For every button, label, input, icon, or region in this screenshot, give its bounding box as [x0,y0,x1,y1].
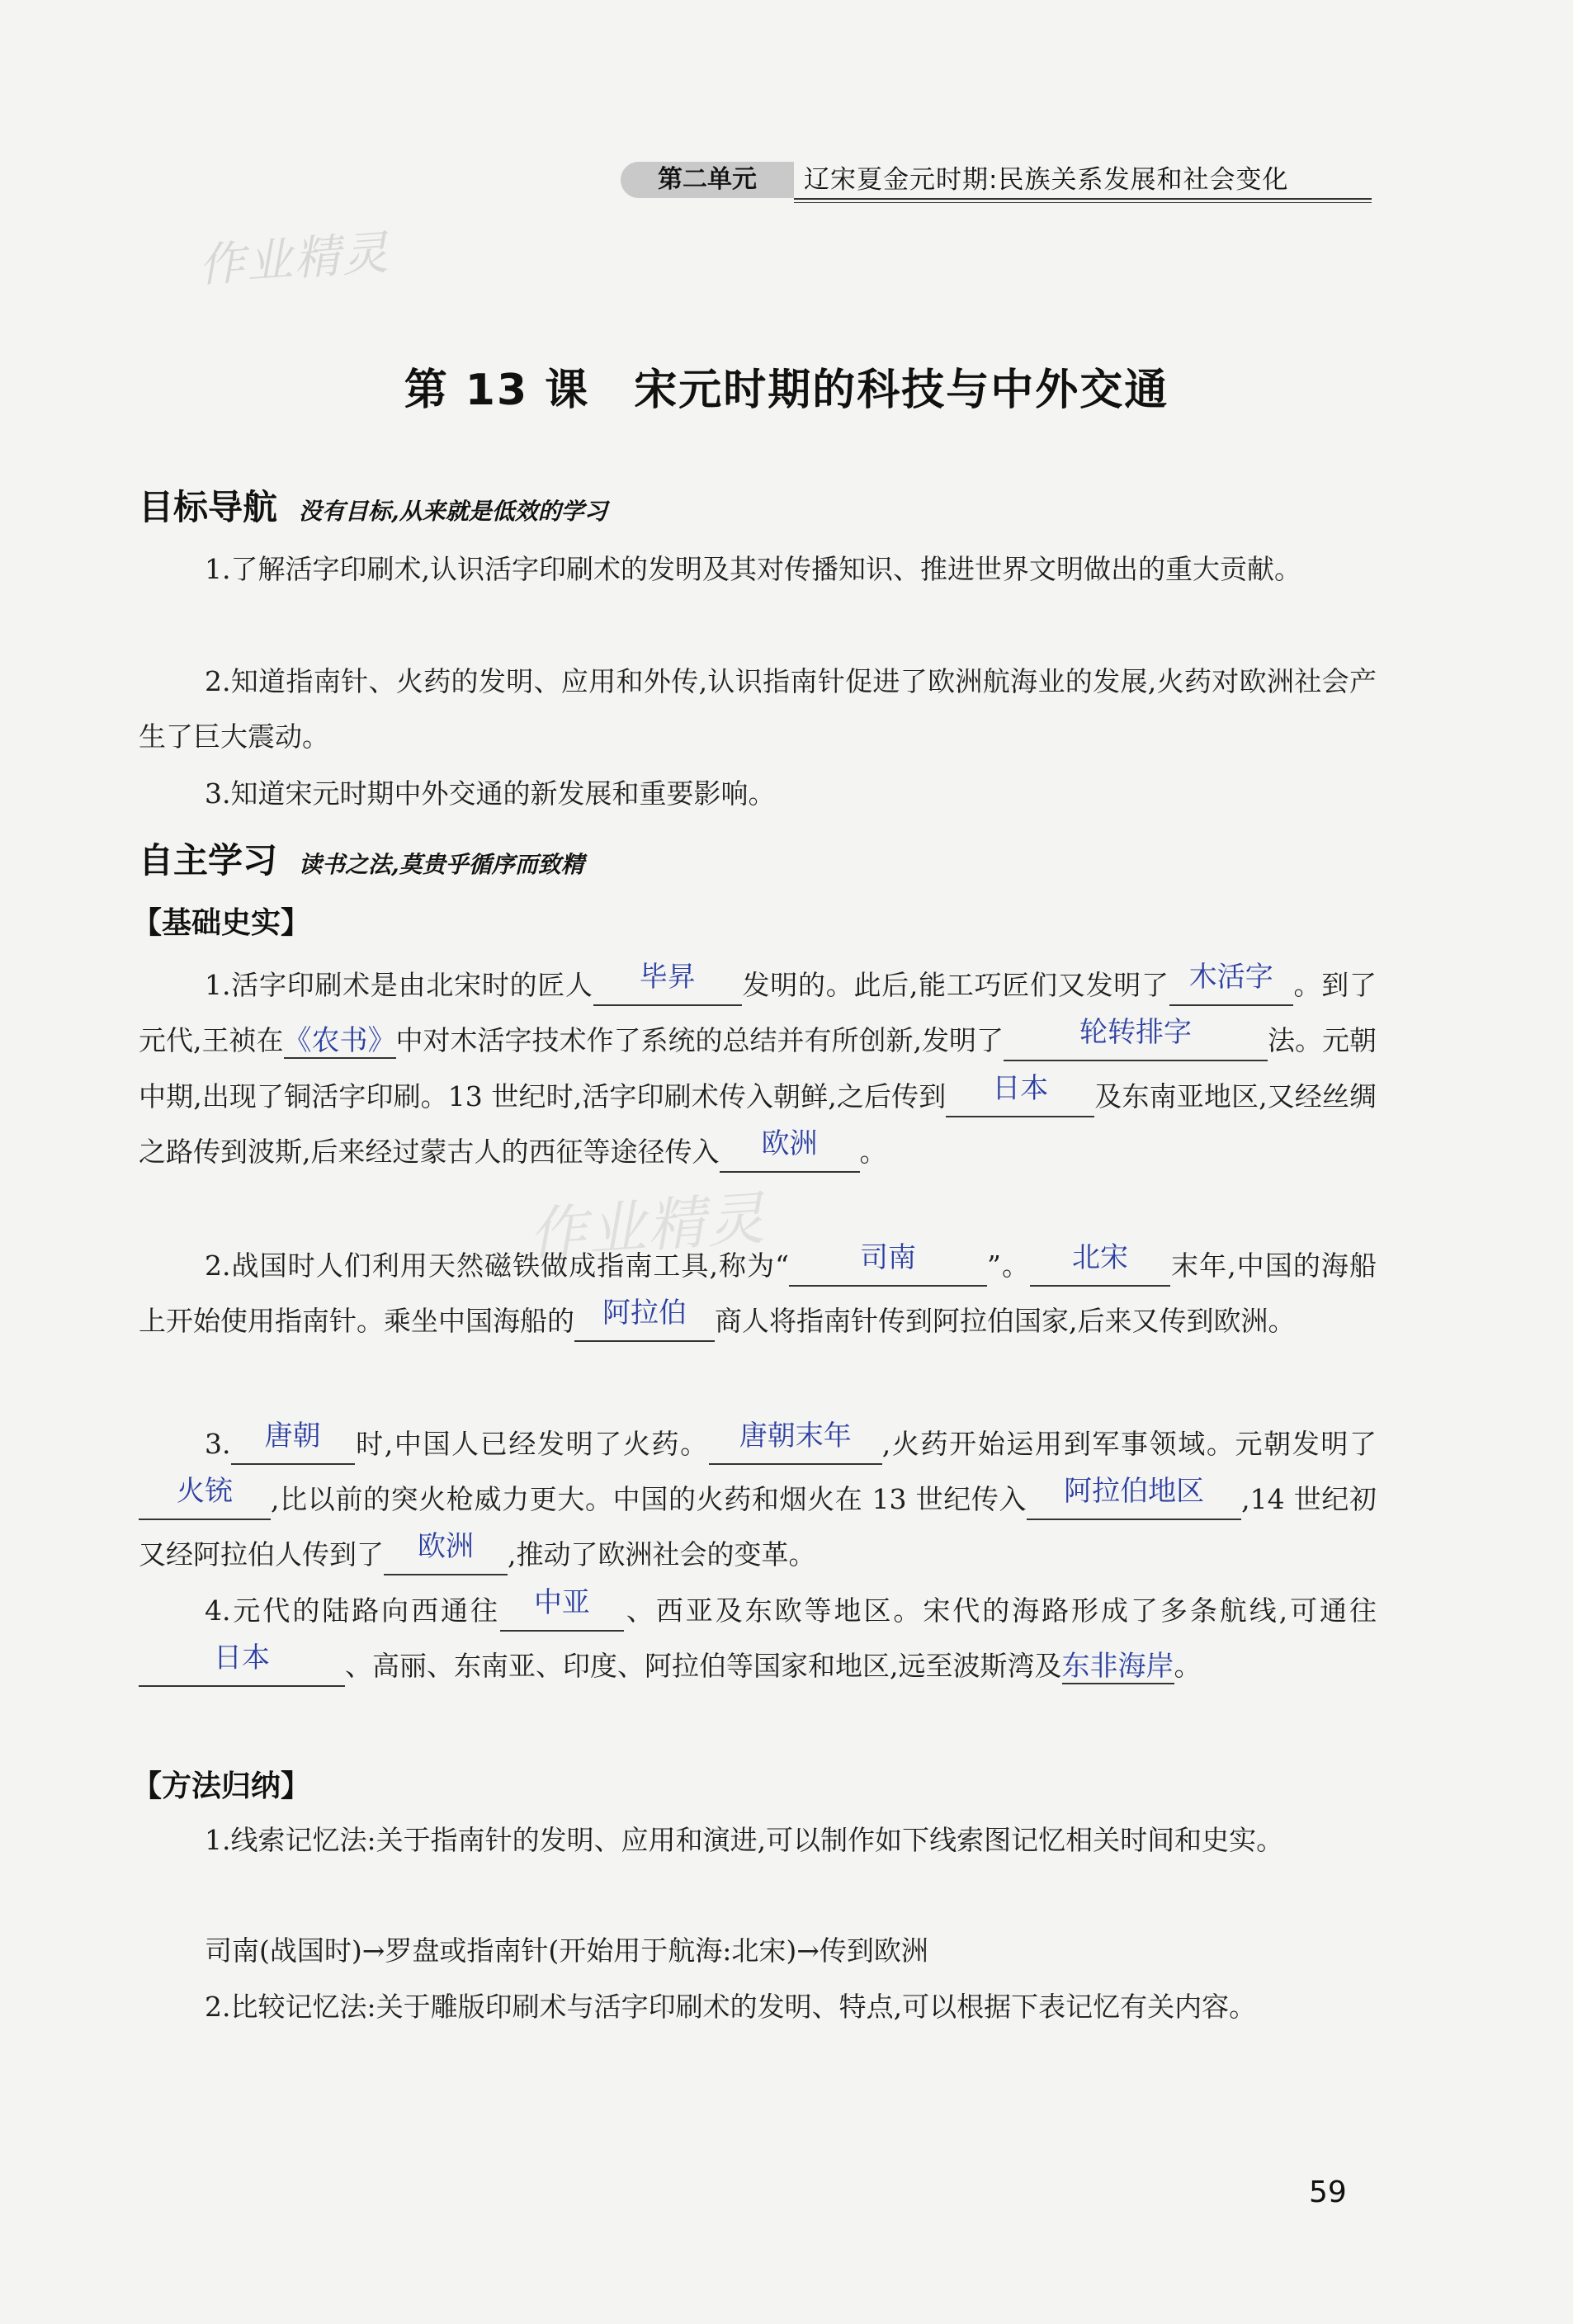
q1-answer-5: 日本 [992,1072,1049,1105]
method-1: 1.线索记忆法:关于指南针的发明、应用和演进,可以制作如下线索图记忆相关时间和史实。 [205,1824,1284,1856]
q3-answer-3: 火铳 [177,1475,233,1508]
q1-text-2: 发明的。此后,能工巧匠们又发明了 [741,969,1169,1001]
goals-heading-text: 目标导航 [139,487,278,527]
unit-header [621,158,1372,203]
self-study-motto: 读书之法,莫贵乎循序而致精 [299,851,584,878]
q3-blank-1[interactable] [231,1419,355,1465]
q4-answer-3[interactable]: 东非海岸 [1061,1650,1174,1683]
header-rule [794,198,1372,200]
watermark-center: 作业精灵 [526,1184,768,1268]
unit-tag: 第二单元 [621,162,794,198]
goal-item-1: 1.了解活字印刷术,认识活字印刷术的发明及其对传播知识、推进世界文明做出的重大贡献。 [205,553,1301,585]
q1-blank-1[interactable] [593,961,742,1006]
q2-blank-3[interactable] [574,1297,715,1342]
q1-answer-2: 木活字 [1188,961,1273,994]
q3-text-6: ,推动了欧洲社会的变革。 [508,1538,816,1571]
page-number: 59 [1309,2175,1347,2209]
method-2: 2.比较记忆法:关于雕版印刷术与活字印刷术的发明、特点,可以根据下表记忆有关内容。 [205,1991,1257,2023]
question-4 [139,1583,1377,1694]
q4-text-3: 、高丽、东南亚、印度、阿拉伯等国家和地区,远至波斯湾及 [345,1650,1062,1682]
unit-title: 辽宋夏金元时期:民族关系发展和社会变化 [804,165,1289,195]
basics-heading: 【基础史实】 [132,906,311,940]
q1-text-5: 法。元朝中期,出现了铜活字印刷。13 世纪时,活字印刷术传入朝鲜,之后传到 [139,1024,1377,1112]
q1-answer-6: 欧洲 [761,1127,818,1160]
q3-blank-2[interactable] [709,1419,882,1465]
q3-blank-3[interactable] [139,1475,271,1520]
method-chain: 司南(战国时)→罗盘或指南针(开始用于航海:北宋)→传到欧洲 [205,1934,928,1967]
q4-blank-2[interactable] [139,1641,345,1687]
q3-answer-4: 阿拉伯地区 [1064,1475,1205,1508]
q3-answer-5: 欧洲 [418,1530,474,1563]
q4-text-2: 、西亚及东欧等地区。宋代的海路形成了多条航线,可通往 [623,1594,1377,1627]
q2-blank-2[interactable] [1030,1241,1170,1287]
q1-text-4: 中对木活字技术作了系统的总结并有所创新,发明了 [395,1024,1004,1056]
q1-blank-5[interactable] [946,1072,1094,1117]
q1-blank-6[interactable] [720,1127,860,1173]
q3-text-4: ,比以前的突火枪威力更大。中国的火药和烟火在 13 世纪传入 [271,1483,1027,1515]
q4-answer-1: 中亚 [533,1586,590,1619]
q1-answer-3[interactable]: 《农书》 [283,1024,396,1057]
q1-text-7: 。 [859,1136,887,1168]
q1-answer-1: 毕昇 [639,961,696,994]
watermark: 作业精灵 [196,225,392,294]
q4-answer-2: 日本 [214,1641,270,1675]
q3-answer-1: 唐朝 [264,1419,321,1452]
q1-blank-4[interactable] [1004,1016,1268,1061]
header-rule-thin [794,202,1372,203]
q1-text-3: 。到了元代,王祯在 [139,969,1377,1056]
goals-motto: 没有目标,从来就是低效的学习 [299,498,607,525]
goals-heading [139,480,607,530]
q2-answer-2: 北宋 [1072,1241,1129,1274]
q2-blank-1[interactable] [789,1241,987,1287]
q2-text-1: 2.战国时人们利用天然磁铁做成指南工具,称为“ [205,1249,790,1282]
q2-text-3: 末年,中国的海船上开始使用指南针。乘坐中国海船的 [139,1249,1377,1337]
q1-text-6: 及东南亚地区,又经丝绸之路传到波斯,后来经过蒙古人的西征等途径传入 [139,1080,1377,1168]
self-study-heading [139,834,584,883]
q1-blank-2[interactable] [1169,961,1293,1006]
q2-answer-1: 司南 [860,1241,917,1274]
question-2 [139,1238,1377,1349]
q3-text-3: ,火药开始运用到军事领域。元朝发明了 [881,1428,1377,1460]
q3-text-5: ,14 世纪初又经阿拉伯人传到了 [139,1483,1377,1571]
q1-answer-4: 轮转排字 [1079,1016,1192,1049]
q3-text-2: 时,中国人已经发明了火药。 [354,1428,709,1460]
q3-blank-5[interactable] [384,1530,508,1575]
lesson-title: 第 13 课 宋元时期的科技与中外交通 [404,366,1169,415]
q1-text-1: 1.活字印刷术是由北宋时的匠人 [205,969,593,1001]
q3-blank-4[interactable] [1027,1475,1241,1520]
q3-answer-2: 唐朝末年 [739,1419,852,1452]
q2-answer-3: 阿拉伯 [602,1297,687,1330]
methods-heading: 【方法归纳】 [132,1769,311,1803]
goal-item-2: 2.知道指南针、火药的发明、应用和外传,认识指南针促进了欧洲航海业的发展,火药对欧洲社会产生了巨大震动。 [139,665,1377,753]
question-1 [139,957,1377,1179]
self-study-heading-text: 自主学习 [139,840,278,881]
q4-text-1: 4.元代的陆路向西通往 [205,1594,500,1627]
q3-text-1: 3. [205,1428,231,1460]
question-3 [139,1416,1377,1582]
q2-text-4: 商人将指南针传到阿拉伯国家,后来又传到欧洲。 [715,1305,1296,1337]
q4-blank-1[interactable] [500,1586,624,1632]
q4-text-4: 。 [1174,1650,1202,1682]
q2-text-2: ”。 [987,1249,1031,1282]
goal-item-3: 3.知道宋元时期中外交通的新发展和重要影响。 [205,777,776,810]
